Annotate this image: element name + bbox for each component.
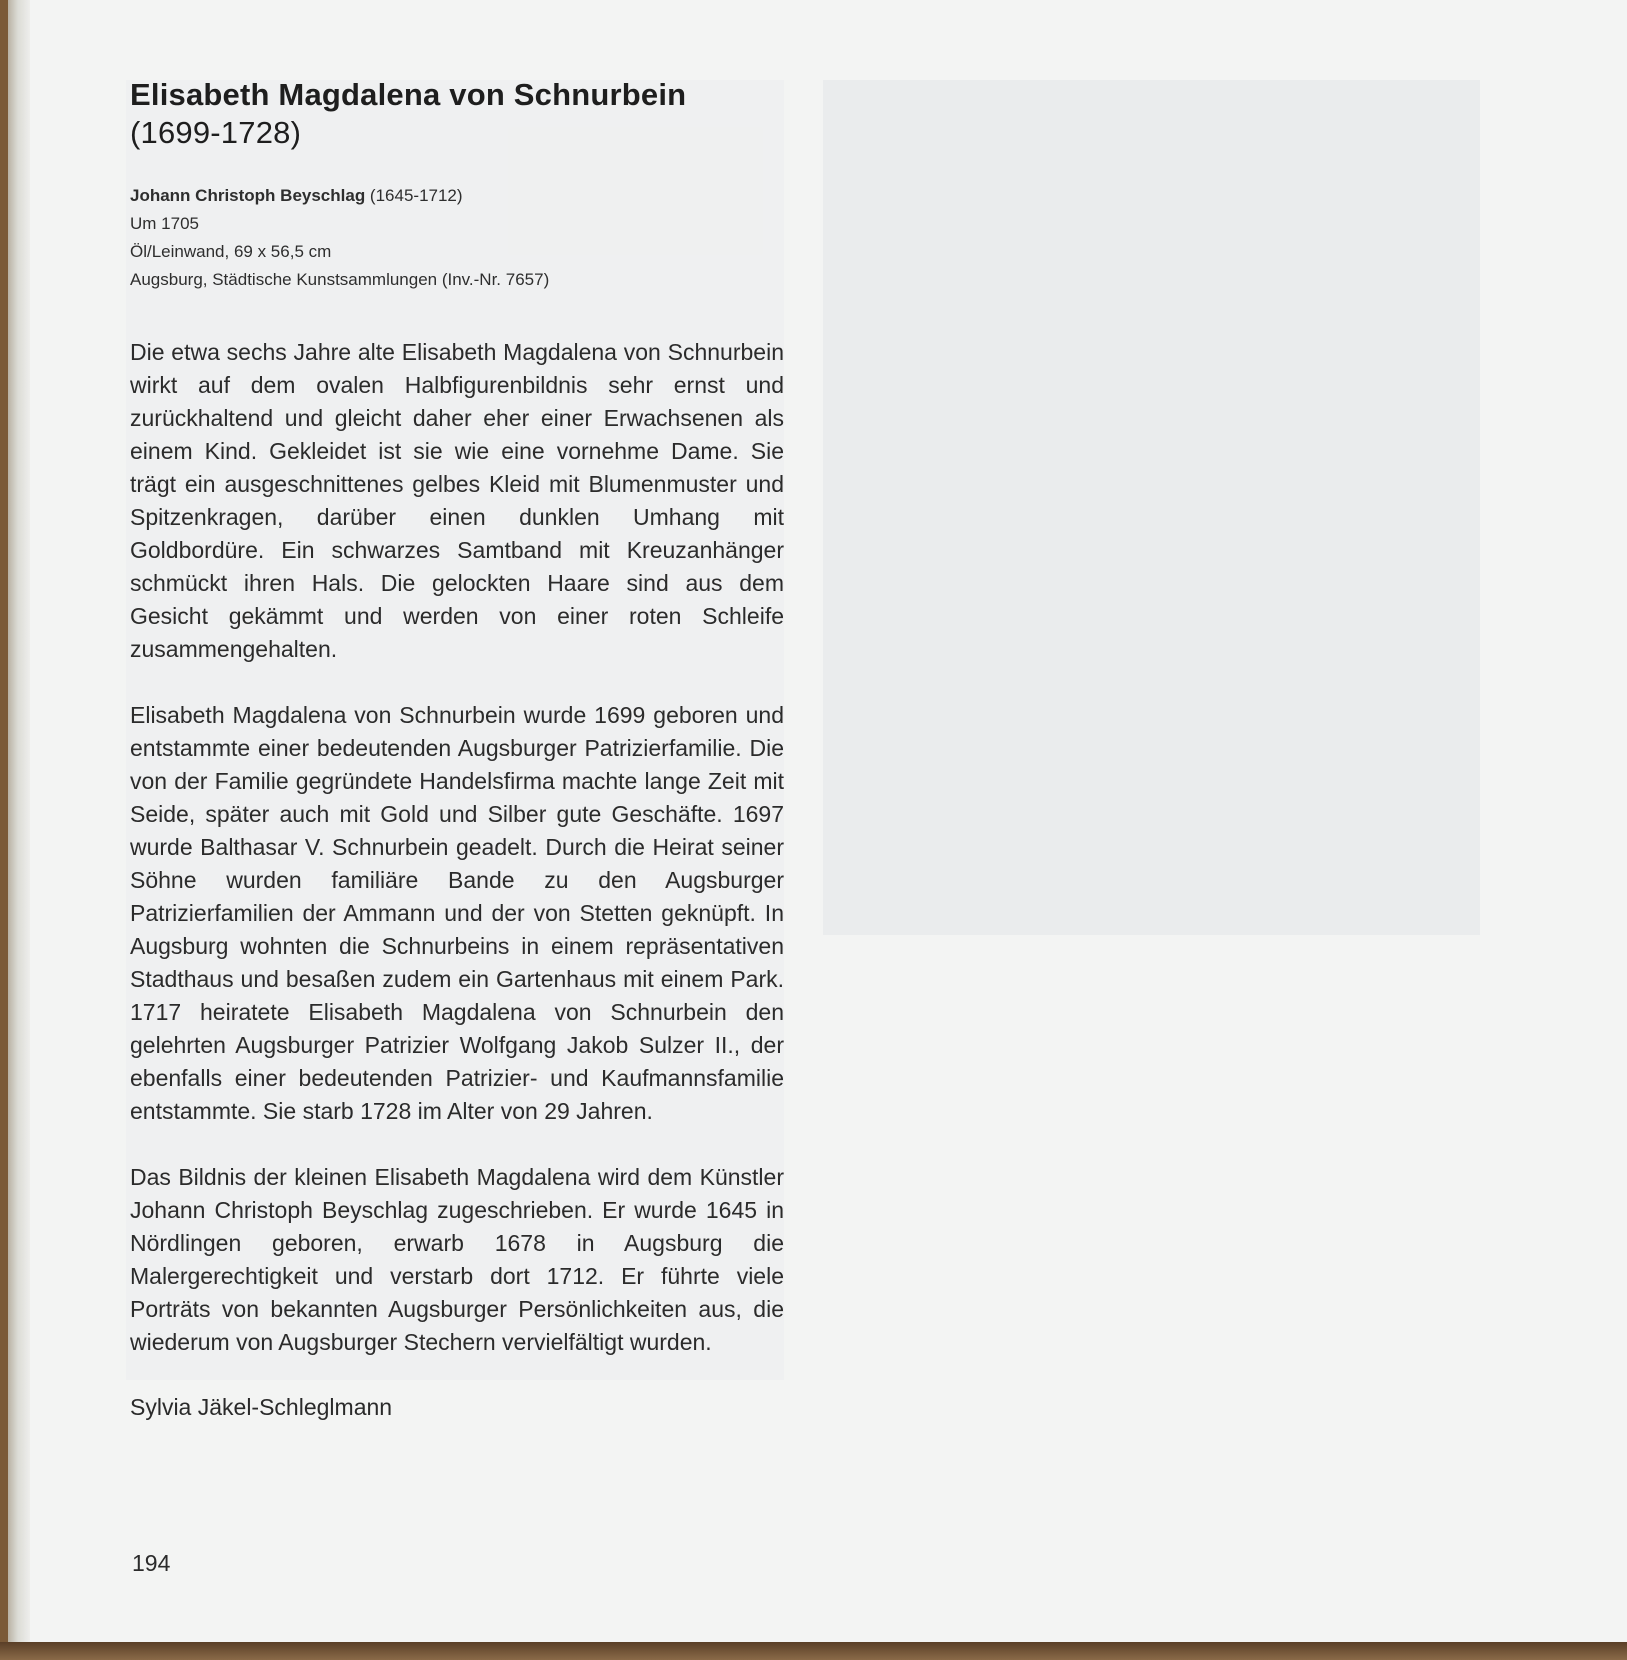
artwork-medium: Öl/Leinwand, 69 x 56,5 cm [130, 242, 332, 261]
artwork-collection: Augsburg, Städtische Kunstsammlungen (Inv.-Nr. 7657) [130, 270, 550, 289]
article [130, 76, 784, 1424]
book-page [8, 0, 1627, 1642]
book-spine [8, 0, 30, 1642]
paragraph-2: Elisabeth Magdalena von Schnurbein wurde 1699 geboren und entstammte einer bedeutenden Augsburger Patrizierfamilie. Die von der Familie gegründete Handelsfirma machte lange Zeit mit Seide, später auch mit Gold und Silber gute Geschäfte. 1697 wurde Balthasar V. Schnurbein geadelt. Durch die Heirat seiner Söhne wurden familiäre Bande zu den Augsburger Patrizierfamilien der Ammann und der von Stetten geknüpft. In Augsburg wohnten die Schnurbeins in einem repräsentativen Stadthaus und besaßen zudem ein Gartenhaus mit einem Park. 1717 heiratete Elisabeth Magdalena von Schnurbein den gelehrten Augsburger Patrizier Wolfgang Jakob Sulzer II., der ebenfalls einer bedeutenden Patrizier- und Kaufmannsfamilie entstammte. Sie starb 1728 im Alter von 29 Jahren. [130, 702, 784, 1124]
paragraph-3: Das Bildnis der kleinen Elisabeth Magdalena wird dem Künstler Johann Christoph Beyschlag zugeschrieben. Er wurde 1645 in Nördlingen geboren, erwarb 1678 in Augsburg die Malergerechtigkeit und verstarb dort 1712. Er führte viele Porträts von bekannten Augsburger Persönlichkeiten aus, die wiederum von Augsburger Stechern vervielfältigt wurden. [130, 1164, 784, 1355]
title-name: Elisabeth Magdalena von Schnurbein [130, 77, 687, 112]
title-dates: (1699-1728) [130, 115, 302, 150]
artist-line [130, 182, 784, 210]
author-signature: Sylvia Jäkel-Schleglmann [130, 1394, 393, 1420]
artwork-date: Um 1705 [130, 214, 199, 233]
artist-dates: (1645-1712) [365, 186, 463, 205]
paragraph-1: Die etwa sechs Jahre alte Elisabeth Magdalena von Schnurbein wirkt auf dem ovalen Halbfigurenbildnis sehr ernst und zurückhaltend und gleicht daher eher einer Erwachsenen als einem Kind. Gekleidet ist sie wie eine vornehme Dame. Sie trägt ein ausgeschnittenes gelbes Kleid mit Blumenmuster und Spitzenkragen, darüber einen dunklen Umhang mit Goldbordüre. Ein schwarzes Samtband mit Kreuzanhänger schmückt ihren Hals. Die gelockten Haare sind aus dem Gesicht gekämmt und werden von einer roten Schleife zusammengehalten. [130, 339, 784, 662]
show-through-image-area [823, 80, 1480, 935]
artist-name: Johann Christoph Beyschlag [130, 186, 366, 205]
page-number: 194 [132, 1550, 171, 1576]
page-title [130, 76, 784, 152]
artwork-metadata [130, 182, 784, 294]
page-bottom-edge [0, 1642, 1627, 1660]
